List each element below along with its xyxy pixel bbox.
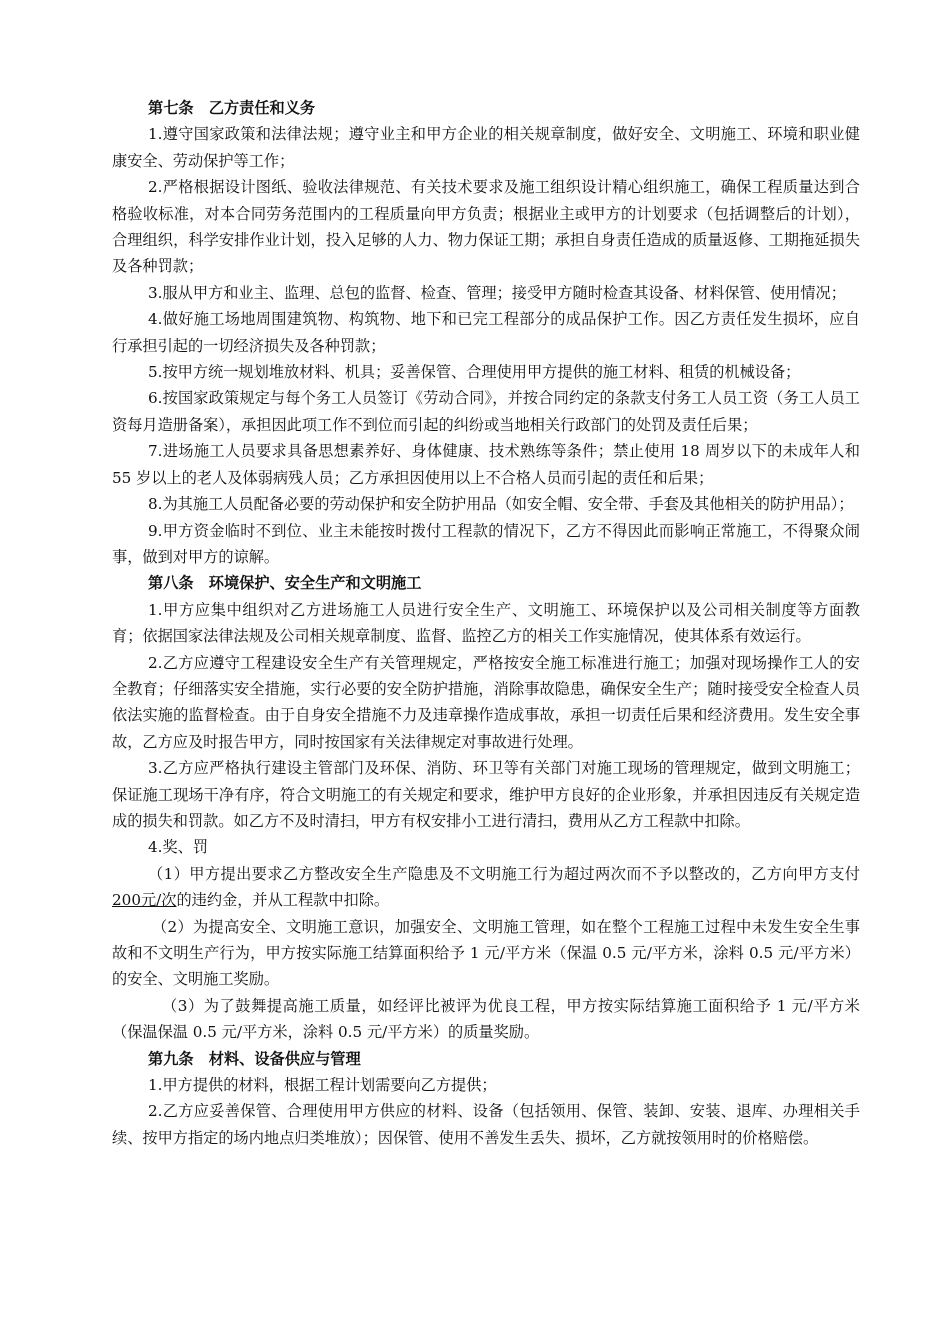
paragraph: 1.甲方应集中组织对乙方进场施工人员进行安全生产、文明施工、环境保护以及公司相关制度等方面教育；依据国家法律法规及公司相关规章制度、监督、监控乙方的相关工作实施情况，使其体系有效运行。 (112, 600, 860, 646)
paragraph: 1.甲方提供的材料，根据工程计划需要向乙方提供； (148, 1076, 497, 1095)
document-page (112, 95, 860, 1151)
paragraph: 9.甲方资金临时不到位、业主未能按时拨付工程款的情况下，乙方不得因此而影响正常施工，不得聚众闹事，做到对甲方的谅解。 (112, 521, 860, 566)
paragraph: 4.奖、罚 (148, 838, 209, 857)
list-item: （2）为提高安全、文明施工意识，加强安全、文明施工管理，如在整个工程施工过程中未发生安全生事故和不文明生产行为，甲方按实际施工结算面积给予 1 元/平方米（保温 0.5 元/平方米，涂料 0.5 元/平方米）的安全、文明施工奖励。 (112, 917, 860, 989)
section-heading: 第八条 环境保护、安全生产和文明施工 (148, 574, 422, 593)
paragraph: 6.按国家政策规定与每个务工人员签订《劳动合同》，并按合同约定的条款支付务工人员工资（务工人员工资每月造册备案），承担因此项工作不到位而引起的纠纷或当地相关行政部门的处罚及责任后果； (112, 389, 860, 434)
paragraph: 2.乙方应遵守工程建设安全生产有关管理规定，严格按安全施工标准进行施工；加强对现场操作工人的安全教育；仔细落实安全措施，实行必要的安全防护措施，消除事故隐患，确保安全生产；随时接受安全检查人员依法实施的监督检查。由于自身安全措施不力及违章操作造成事故，承担一切责任后果和经济费用。发生安全事故，乙方应及时报告甲方，同时按国家有关法律规定对事故进行处理。 (112, 653, 860, 751)
paragraph: 2.乙方应妥善保管、合理使用甲方供应的材料、设备（包括领用、保管、装卸、安装、退库、办理相关手续、按甲方指定的场内地点归类堆放）；因保管、使用不善发生丢失、损坏，乙方就按领用时的价格赔偿。 (112, 1102, 860, 1147)
item-text: （1）甲方提出要求乙方整改安全生产隐患及不文明施工行为超过两次而不予以整改的，乙方向甲方支付 (148, 864, 860, 883)
penalty-amount: 200元/次 (112, 891, 177, 910)
list-item (112, 861, 860, 914)
paragraph: 5.按甲方统一规划堆放材料、机具；妥善保管、合理使用甲方提供的施工材料、租赁的机械设备； (148, 363, 801, 382)
item-text: 的违约金，并从工程款中扣除。 (176, 891, 390, 910)
paragraph: 8.为其施工人员配备必要的劳动保护和安全防护用品（如安全帽、安全带、手套及其他相关的防护用品）； (148, 495, 854, 514)
list-item: （3）为了鼓舞提高施工质量，如经评比被评为优良工程，甲方按实际结算施工面积给予 1 元/平方米（保温保温 0.5 元/平方米，涂料 0.5 元/平方米）的质量奖励。 (112, 996, 860, 1042)
paragraph: 3.乙方应严格执行建设主管部门及环保、消防、环卫等有关部门对施工现场的管理规定，做到文明施工；保证施工现场干净有序，符合文明施工的有关规定和要求，维护甲方良好的企业形象，并承担因违反有关规定造成的损失和罚款。如乙方不及时清扫，甲方有权安排小工进行清扫，费用从乙方工程款中扣除。 (112, 759, 860, 830)
paragraph: 4.做好施工场地周围建筑物、构筑物、地下和已完工程部分的成品保护工作。因乙方责任发生损坏，应自行承担引起的一切经济损失及各种罚款； (112, 310, 860, 355)
section-heading: 第九条 材料、设备供应与管理 (148, 1049, 361, 1068)
paragraph: 2.严格根据设计图纸、验收法律规范、有关技术要求及施工组织设计精心组织施工，确保工程质量达到合格验收标准，对本合同劳务范围内的工程质量向甲方负责；根据业主或甲方的计划要求（包括调整后的计划），合理组织，科学安排作业计划，投入足够的人力、物力保证工期；承担自身责任造成的质量返修、工期拖延损失及各种罚款； (112, 178, 860, 276)
paragraph: 3.服从甲方和业主、监理、总包的监督、检查、管理；接受甲方随时检查其设备、材料保管、使用情况； (148, 283, 846, 302)
section-heading: 第七条 乙方责任和义务 (148, 99, 316, 117)
paragraph: 1.遵守国家政策和法律法规；遵守业主和甲方企业的相关规章制度，做好安全、文明施工、环境和职业健康安全、劳动保护等工作； (112, 125, 860, 170)
paragraph: 7.进场施工人员要求具备思想素养好、身体健康、技术熟练等条件；禁止使用 18 周岁以下的未成年人和 55 岁以上的老人及体弱病残人员；乙方承担因使用以上不合格人员而引起的责任和后果； (112, 442, 860, 487)
